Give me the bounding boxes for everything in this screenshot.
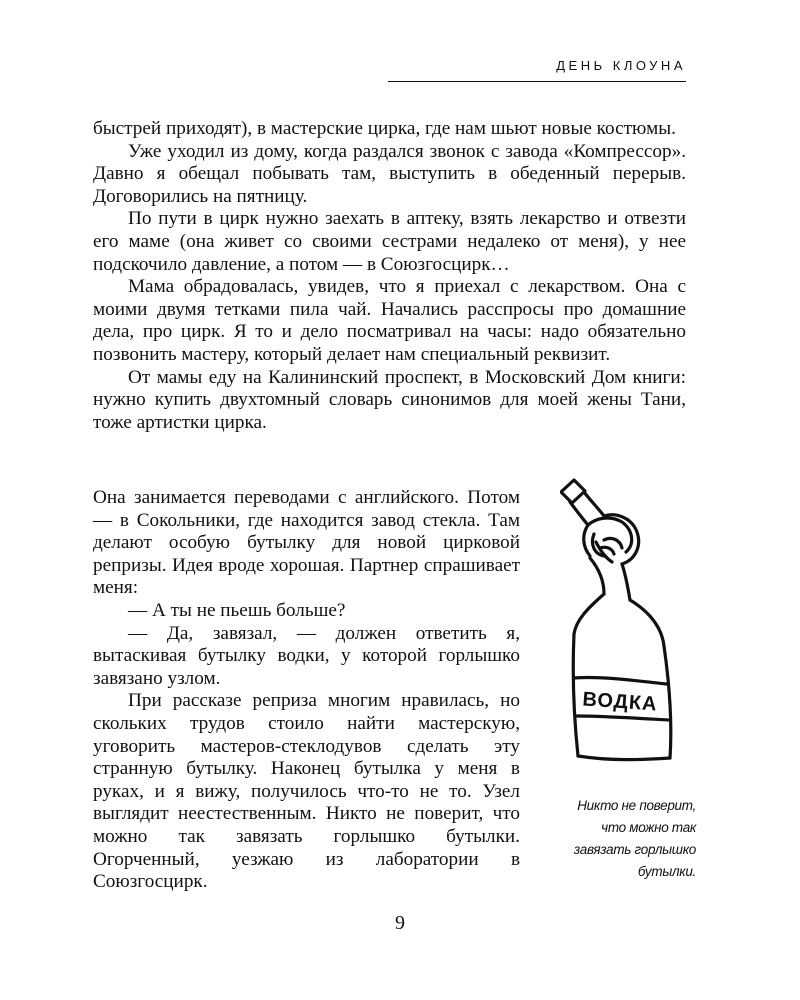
dialogue-line: — А ты не пьешь больше? xyxy=(128,599,346,621)
text-block-with-figure xyxy=(93,487,520,894)
paragraph: Она занимается переводами с английского. Потом — в Сокольники, где находится завод стекла. Там делают особую бутылку для новой цирковой репризы. Идея вроде хорошая. Партнер спрашивает меня: xyxy=(93,487,520,599)
page-number: 9 xyxy=(395,912,405,934)
bottle-cap xyxy=(561,480,585,503)
text-block-full-width xyxy=(93,118,686,434)
caption-line: бутылки. xyxy=(637,864,696,879)
caption-line: Никто не поверит, xyxy=(577,798,696,813)
caption-line: что можно так xyxy=(601,820,696,835)
paragraph: Мама обрадовалась, увидев, что я приехал с лекарством. Она с моими двумя тетками пила чай. Начались расспросы про домашние дела, про цирк. Я то и дело посматривал на часы: надо обязательно позвонить мастеру, который делает нам специальный реквизит. xyxy=(93,276,686,365)
paragraph: По пути в цирк нужно заехать в аптеку, взять лекарство и отвезти его маме (она живет со своими сестрами недалеко от меня), у нее подскочило давление, а потом — в Союзгосцирк… xyxy=(93,208,686,275)
knotted-bottle-illustration xyxy=(560,478,700,778)
paragraph: От мамы еду на Калининский проспект, в Московский Дом книги: нужно купить двухтомный словарь синонимов для моей жены Тани, тоже артистки цирка. xyxy=(93,366,686,433)
figure-caption xyxy=(538,795,696,883)
caption-line: завязать горлышко xyxy=(573,842,696,857)
running-header: ДЕНЬ КЛОУНА xyxy=(556,58,686,73)
paragraph: При рассказе реприза многим нравилась, но скольких трудов стоило найти мастерскую, уговорить мастеров-стеклодувов сделать эту странную бутылку. Наконец бутылка у меня в руках, и я вижу, получилось что-то не то. Узел выглядит неестественным. Никто не поверит, что можно так завязать горлышко бутылки. Огорченный, уезжаю из лаборатории в Союзгосцирк. xyxy=(93,690,520,893)
bottle-label-top xyxy=(574,677,666,684)
header-rule xyxy=(388,81,686,82)
paragraph: быстрей приходят), в мастерские цирка, где нам шьют новые костюмы. xyxy=(93,118,676,139)
dialogue-line: — Да, завязал, — должен ответить я, вытаскивая бутылку водки, у которой горлышко завязано узлом. xyxy=(93,622,520,689)
bottle-label-bottom xyxy=(576,716,668,720)
paragraph: Уже уходил из дому, когда раздался звонок с завода «Компрессор». Давно я обещал побывать там, выступить в обеденный перерыв. Договорились на пятницу. xyxy=(93,140,686,207)
bottle-drawing xyxy=(560,478,700,778)
bottle-label-text: ВОДКА xyxy=(581,688,659,716)
